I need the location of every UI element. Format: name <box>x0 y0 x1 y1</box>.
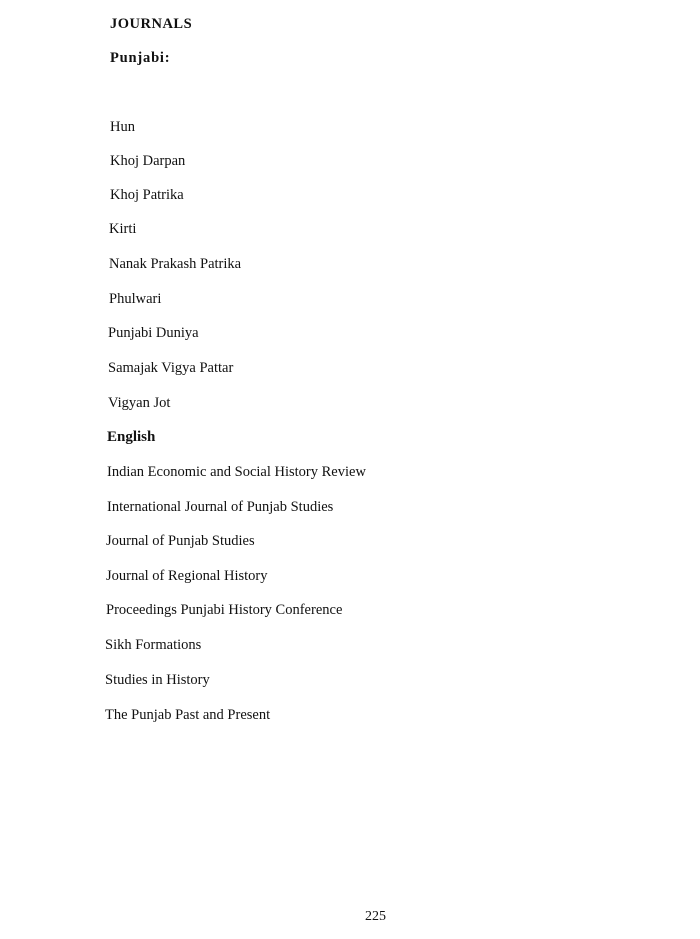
list-item: Sikh Formations <box>105 637 202 653</box>
list-item: International Journal of Punjab Studies <box>107 499 334 515</box>
list-item: Journal of Punjab Studies <box>106 533 255 549</box>
list-item: Khoj Patrika <box>110 187 184 203</box>
list-item: The Punjab Past and Present <box>105 707 271 723</box>
list-item: Indian Economic and Social History Review <box>107 464 366 480</box>
list-item: Punjabi Duniya <box>108 325 199 341</box>
list-item: Kirti <box>109 221 137 237</box>
page-number: 225 <box>365 909 386 924</box>
list-item: Khoj Darpan <box>110 153 186 169</box>
list-item: Phulwari <box>109 291 162 307</box>
list-item: Samajak Vigya Pattar <box>108 360 234 376</box>
section-title-english: English <box>107 429 156 445</box>
section-title-punjabi: Punjabi: <box>110 50 171 66</box>
list-item: Journal of Regional History <box>106 568 268 584</box>
list-item: Hun <box>110 119 135 135</box>
list-item: Studies in History <box>105 672 210 688</box>
page-heading: JOURNALS <box>110 16 193 32</box>
list-item: Nanak Prakash Patrika <box>109 256 242 272</box>
list-item: Proceedings Punjabi History Conference <box>106 602 343 618</box>
list-item: Vigyan Jot <box>108 395 171 411</box>
